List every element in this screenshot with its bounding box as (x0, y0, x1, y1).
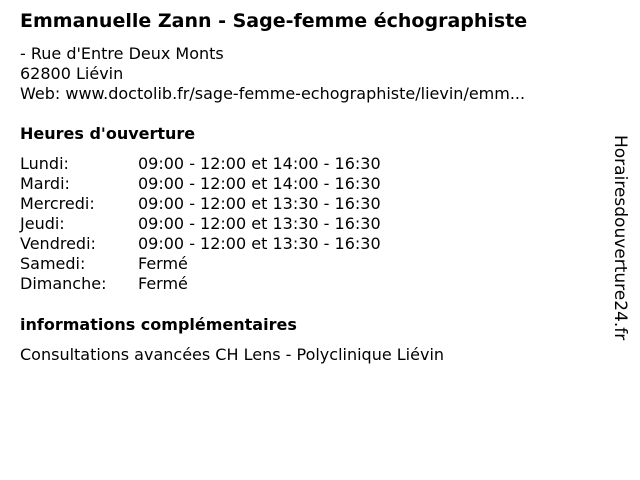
day-label: Samedi: (20, 254, 86, 273)
time-value: 09:00 - 12:00 et 14:00 - 16:30 (138, 154, 381, 173)
time-value: 09:00 - 12:00 et 13:30 - 16:30 (138, 194, 381, 213)
city-address: 62800 Liévin (20, 64, 124, 83)
website-link[interactable]: Web: www.doctolib.fr/sage-femme-echographiste/lievin/emm... (20, 84, 526, 103)
day-label: Mercredi: (20, 194, 95, 213)
hours-row-samedi (20, 254, 381, 274)
day-label: Vendredi: (20, 234, 96, 253)
additional-info-text: Consultations avancées CH Lens - Polyclinique Liévin (20, 345, 445, 364)
opening-hours-heading: Heures d'ouverture (20, 124, 196, 143)
time-value: Fermé (138, 254, 188, 273)
address-block (20, 44, 525, 104)
site-watermark: Horairesdouverture24.fr (610, 135, 630, 341)
hours-row-lundi (20, 154, 381, 174)
day-label: Dimanche: (20, 274, 107, 293)
time-value: 09:00 - 12:00 et 14:00 - 16:30 (138, 174, 381, 193)
hours-row-mardi (20, 174, 381, 194)
day-label: Jeudi: (20, 214, 65, 233)
time-value: 09:00 - 12:00 et 13:30 - 16:30 (138, 234, 381, 253)
opening-hours-table (20, 154, 381, 294)
street-address: - Rue d'Entre Deux Monts (20, 44, 224, 63)
hours-row-vendredi (20, 234, 381, 254)
additional-info-heading: informations complémentaires (20, 315, 297, 334)
time-value: 09:00 - 12:00 et 13:30 - 16:30 (138, 214, 381, 233)
time-value: Fermé (138, 274, 188, 293)
page-title: Emmanuelle Zann - Sage-femme échographiste (20, 10, 528, 32)
day-label: Lundi: (20, 154, 69, 173)
hours-row-mercredi (20, 194, 381, 214)
hours-row-dimanche (20, 274, 381, 294)
hours-row-jeudi (20, 214, 381, 234)
day-label: Mardi: (20, 174, 70, 193)
